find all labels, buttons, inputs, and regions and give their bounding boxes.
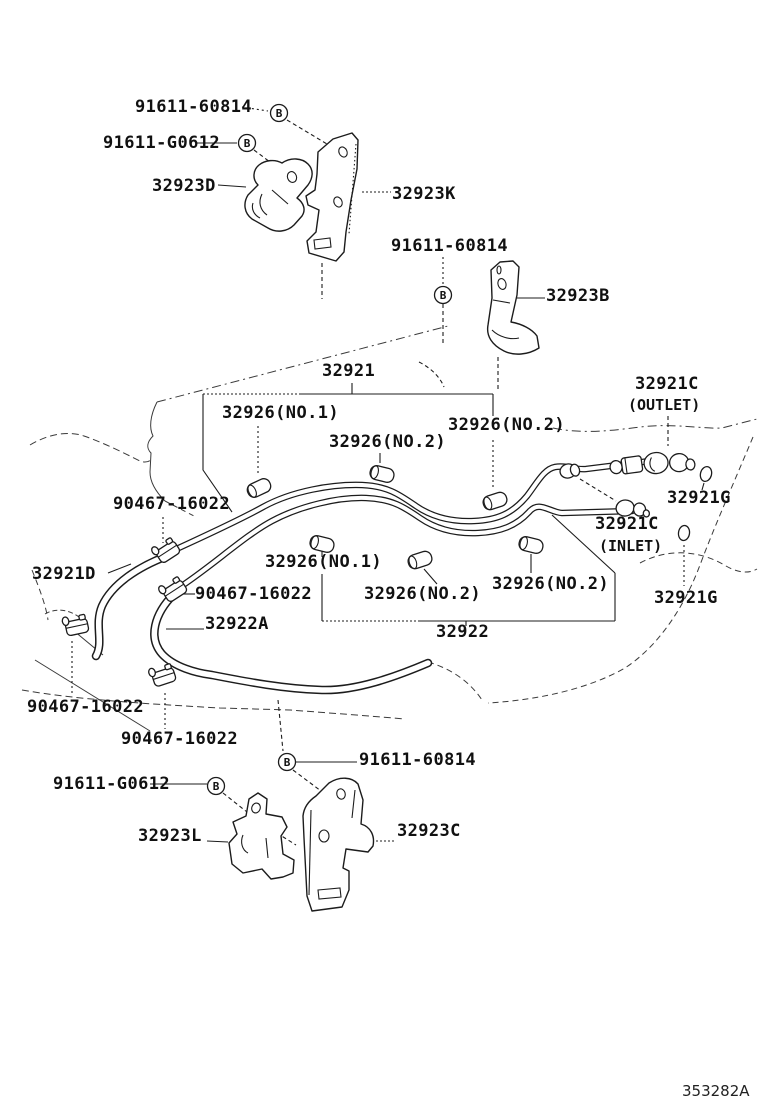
part-label-32921c-outlet: 32921C	[635, 374, 699, 394]
svg-text:B: B	[283, 756, 291, 769]
clamp-2	[157, 575, 188, 604]
cushion-3	[481, 491, 508, 512]
inlet-caption: (INLET)	[599, 537, 663, 555]
part-label-32921: 32921	[322, 361, 376, 381]
part-label-32921g: 32921G	[667, 488, 731, 508]
cushion-2	[369, 464, 396, 483]
cushion-6	[518, 535, 545, 554]
union-nut	[609, 456, 643, 476]
part-label-32926-no2: 32926(NO.2)	[448, 415, 565, 435]
part-label-32921d: 32921D	[32, 564, 96, 584]
part-label-32926-no2: 32926(NO.2)	[329, 432, 446, 452]
part-label-90467-16022: 90467-16022	[27, 697, 144, 717]
part-label-32926-no1: 32926(NO.1)	[222, 403, 339, 423]
part-label-32923c: 32923C	[397, 821, 461, 841]
part-label-32926-no2: 32926(NO.2)	[492, 574, 609, 594]
gasket-32921g-inlet	[678, 525, 691, 541]
bolt-symbol-icon	[271, 105, 288, 122]
outlet-union-32921c	[643, 449, 695, 476]
bolt-symbol-icon	[279, 754, 296, 771]
bracket-32923b	[488, 261, 539, 354]
part-label-32922: 32922	[436, 622, 490, 642]
outlet-caption: (OUTLET)	[628, 396, 701, 414]
clamp-4	[62, 613, 90, 637]
bolt-symbol-icon	[208, 778, 225, 795]
cushion-4	[309, 534, 336, 553]
part-label-32926-no2: 32926(NO.2)	[364, 584, 481, 604]
svg-text:B: B	[275, 107, 283, 120]
clamps-90467-16022	[62, 536, 188, 688]
part-label-32923l: 32923L	[138, 826, 202, 846]
bracket-32923c	[303, 778, 374, 911]
part-label-32923k: 32923K	[392, 184, 456, 204]
part-label-91611-g0612: 91611-G0612	[53, 774, 170, 794]
part-label-32926-no1: 32926(NO.1)	[265, 552, 382, 572]
part-label-90467-16022: 90467-16022	[113, 494, 230, 514]
svg-text:B: B	[243, 137, 251, 150]
part-label-90467-16022: 90467-16022	[195, 584, 312, 604]
tube-assembly-32921-32922	[170, 461, 650, 589]
gasket-32921g-outlet	[699, 465, 714, 482]
bracket-32923k	[306, 133, 358, 261]
figure-number: 353282A	[682, 1082, 750, 1100]
cushion-1	[245, 477, 273, 500]
hose-32922a	[154, 594, 428, 690]
bolt-symbol-icon	[239, 135, 256, 152]
part-label-32922a: 32922A	[205, 614, 269, 634]
part-label-91611-60814: 91611-60814	[135, 97, 252, 117]
part-label-91611-g0612: 91611-G0612	[103, 133, 220, 153]
bracket-32923l	[229, 793, 294, 879]
svg-text:B: B	[439, 289, 447, 302]
bracket-32923d	[245, 159, 312, 231]
cushion-5	[406, 550, 433, 571]
svg-text:B: B	[212, 780, 220, 793]
part-label-32923d: 32923D	[152, 176, 216, 196]
part-label-32921g: 32921G	[654, 588, 718, 608]
bolt-symbol-icon	[435, 287, 452, 304]
part-label-32921c-inlet: 32921C	[595, 514, 659, 534]
part-label-91611-60814: 91611-60814	[391, 236, 508, 256]
part-label-32923b: 32923B	[546, 286, 610, 306]
part-label-90467-16022: 90467-16022	[121, 729, 238, 749]
part-label-91611-60814: 91611-60814	[359, 750, 476, 770]
